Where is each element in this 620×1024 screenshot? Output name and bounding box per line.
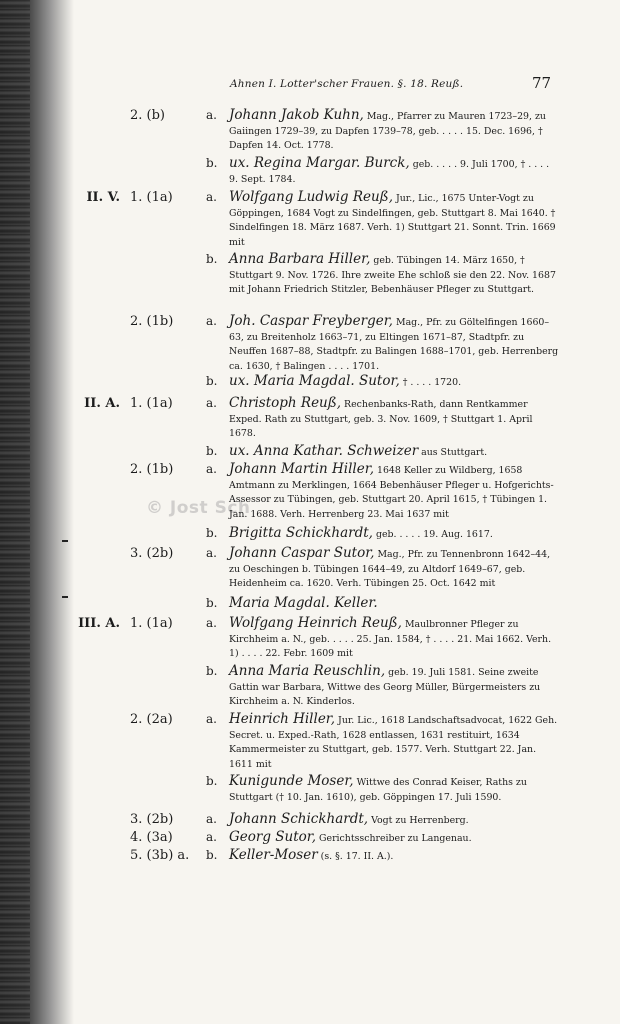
person-name: Heinrich Hiller, <box>229 711 336 727</box>
entry-text <box>229 596 559 613</box>
person-name: Johann Martin Hiller, <box>229 461 374 477</box>
person-name: Johann Schickhardt, <box>229 811 369 827</box>
entry-letter: a. <box>206 190 217 204</box>
person-name: Christoph Reuß, <box>229 395 342 411</box>
person-name: Joh. Caspar Freyberger, <box>229 313 393 329</box>
entry-letter: b. <box>206 774 218 788</box>
entry-number: 2. (1b) <box>130 462 174 477</box>
entry-number: 1. (1a) <box>130 616 173 631</box>
person-name: Anna Barbara Hiller, <box>229 251 371 267</box>
entry-details: Wittwe des Conrad Keiser, Raths zu Stuttgart († 10. Jan. 1610), geb. Göppingen 17. Juli 1590. <box>229 777 527 803</box>
entry-details: Mag., Pfarrer zu Mauren 1723–29, zu Gaiingen 1729–39, zu Dapfen 1739–78, geb. . . . . 15. Dec. 1696, † Dapfen 14. Oct. 1778. <box>229 111 546 151</box>
entry-text <box>229 848 559 865</box>
entry-details: Jur. Lic., 1618 Landschaftsadvocat, 1622 Geh. Secret. u. Exped.-Rath, 1628 entlassen, 1631 restituirt, 1634 Kammermeister zu Stuttgart, geb. 1577. Verh. Stuttgart 22. Jan. 1611 mit <box>229 715 558 770</box>
person-name: Georg Sutor, <box>229 829 317 845</box>
entry-text <box>229 830 559 847</box>
entry-text <box>229 546 559 592</box>
page-number: 77 <box>532 74 552 92</box>
person-name: Brigitta Schickhardt, <box>229 525 373 541</box>
entry-text <box>229 314 559 374</box>
entry-details: Vogt zu Herrenberg. <box>368 815 469 826</box>
entry-letter: b. <box>206 596 218 610</box>
entry-text <box>229 462 559 522</box>
entry-letter: a. <box>206 712 217 726</box>
entry-details: Mag., Pfr. zu Göltelfingen 1660–63, zu Breitenholz 1663–71, zu Eltingen 1671–87, Stadtpfr. zu Neuffen 1687–88, Stadtpfr. zu Balingen 1688–1701, geb. Herrenberg ca. 1630, † Balingen . . . . 1701. <box>229 317 559 372</box>
person-name: Wolfgang Ludwig Reuß, <box>229 189 393 205</box>
entry-number: 4. (3a) <box>130 830 173 845</box>
entry-details: Maulbronner Pfleger zu Kirchheim a. N., geb. . . . . 25. Jan. 1584, † . . . . 21. Mai 1662. Verh. 1) . . . . 22. Febr. 1609 mit <box>229 619 552 659</box>
entry-text <box>229 374 559 391</box>
entry-text <box>229 444 559 461</box>
entry-details: Rechenbanks-Rath, dann Rentkammer Exped. Rath zu Stuttgart, geb. 3. Nov. 1609, † Stuttgart 1. April 1678. <box>229 399 533 439</box>
entry-details: geb. . . . . 19. Aug. 1617. <box>372 529 493 540</box>
scan-edge-texture <box>0 0 30 1024</box>
generation-label: II. A. <box>84 396 120 411</box>
entry-letter: a. <box>206 462 217 476</box>
watermark: © Jost Sch <box>146 498 251 518</box>
person-name: Keller-Moser <box>229 847 318 863</box>
person-name: Johann Jakob Kuhn, <box>229 107 364 123</box>
entry-details: (s. §. 17. II. A.). <box>317 851 394 862</box>
margin-mark <box>62 596 68 598</box>
person-name: Wolfgang Heinrich Reuß, <box>229 615 402 631</box>
margin-mark <box>62 540 68 542</box>
person-name: Maria Magdal. Keller. <box>229 595 378 611</box>
entry-details: Gerichtsschreiber zu Langenau. <box>316 833 472 844</box>
person-name: Anna Maria Reuschlin, <box>229 663 386 679</box>
entry-text <box>229 156 559 187</box>
entry-text <box>229 812 559 829</box>
entry-number: 1. (1a) <box>130 190 173 205</box>
generation-label: II. V. <box>86 190 120 205</box>
entry-details: aus Stuttgart. <box>418 447 488 458</box>
entry-letter: b. <box>206 664 218 678</box>
entry-text <box>229 396 559 442</box>
entry-letter: a. <box>206 616 217 630</box>
entry-text <box>229 190 559 250</box>
entry-letter: b. <box>206 252 218 266</box>
entry-number: 3. (2b) <box>130 812 174 827</box>
entry-letter: a. <box>206 108 217 122</box>
entry-number: 2. (1b) <box>130 314 174 329</box>
entry-letter: a. <box>206 314 217 328</box>
entry-letter: b. <box>206 374 218 388</box>
entry-text <box>229 664 559 710</box>
entry-details: geb. Tübingen 14. März 1650, † Stuttgart 9. Nov. 1726. Ihre zweite Ehe schloß sie den 22. Nov. 1687 mit Johann Friedrich Stitzler, Bebenhäuser Pfleger zu Stuttgart. <box>229 255 556 295</box>
entry-letter: a. <box>206 396 217 410</box>
entry-text <box>229 712 559 772</box>
entry-text <box>229 616 559 662</box>
entry-letter: b. <box>206 156 218 170</box>
entry-number: 2. (2a) <box>130 712 173 727</box>
entry-letter: b. <box>206 848 218 862</box>
person-name: ux. Anna Kathar. Schweizer <box>229 443 419 459</box>
entry-letter: a. <box>206 830 217 844</box>
entry-letter: b. <box>206 526 218 540</box>
entry-text <box>229 774 559 805</box>
entry-letter: a. <box>206 812 217 826</box>
entry-letter: a. <box>206 546 217 560</box>
person-name: Johann Caspar Sutor, <box>229 545 375 561</box>
generation-label: III. A. <box>78 616 120 631</box>
entry-details: 1648 Keller zu Wildberg, 1658 Amtmann zu Merklingen, 1664 Bebenhäuser Pfleger u. Hofgerichts-Assessor zu Tübingen, geb. Stuttgart 20. April 1615, † Tübingen 1. Jan. 1688. Verh. Herrenberg 23. Mai 1637 mit <box>229 465 554 520</box>
entry-letter: b. <box>206 444 218 458</box>
entry-details: Mag., Pfr. zu Tennenbronn 1642–44, zu Oeschingen b. Tübingen 1644–49, zu Altdorf 1649–67, geb. Heidenheim ca. 1620. Verh. Tübingen 25. Oct. 1642 mit <box>229 549 551 589</box>
entry-number: 3. (2b) <box>130 546 174 561</box>
entry-details: geb. 19. Juli 1581. Seine zweite Gattin war Barbara, Wittwe des Georg Müller, Bürgermeisters zu Kirchheim a. N. Kinderlos. <box>229 667 541 707</box>
entry-text <box>229 526 559 543</box>
running-header: Ahnen I. Lotter'scher Frauen. §. 18. Reuß. <box>230 78 464 90</box>
person-name: ux. Regina Margar. Burck, <box>229 155 410 171</box>
entry-details: † . . . . 1720. <box>399 377 462 388</box>
entry-details: Jur., Lic., 1675 Unter-Vogt zu Göppingen, 1684 Vogt zu Sindelfingen, geb. Stuttgart 8. Mai 1640. † Sindelfingen 18. März 1687. Verh. 1) Stuttgart 21. Sonnt. Trin. 1669 mit <box>229 193 556 248</box>
person-name: Kunigunde Moser, <box>229 773 354 789</box>
entry-text <box>229 252 559 298</box>
entry-details: geb. . . . . 9. Juli 1700, † . . . . 9. Sept. 1784. <box>229 159 550 185</box>
entry-number: 5. (3b) a. <box>130 848 190 863</box>
entry-number: 2. (b) <box>130 108 166 123</box>
entry-text <box>229 108 559 154</box>
entry-number: 1. (1a) <box>130 396 173 411</box>
person-name: ux. Maria Magdal. Sutor, <box>229 373 400 389</box>
